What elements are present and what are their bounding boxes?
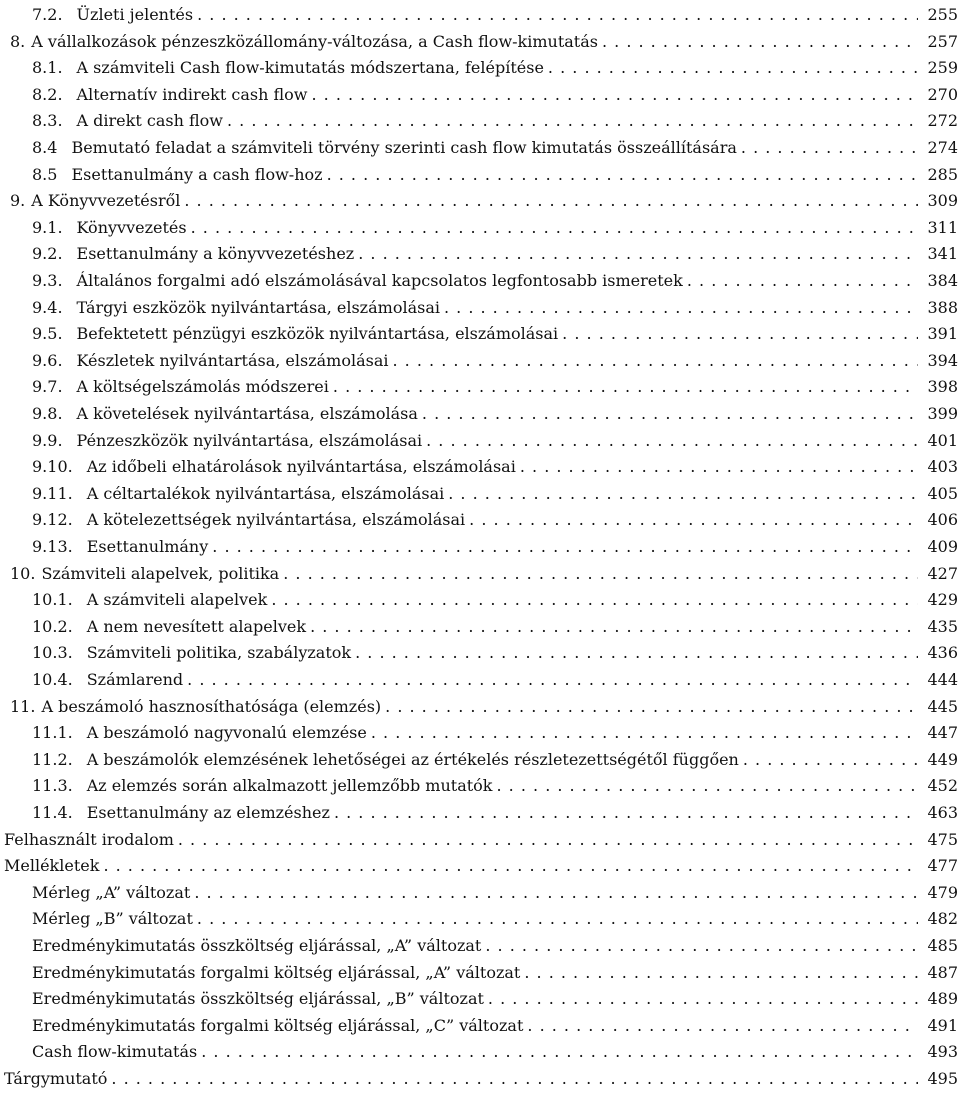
toc-entry-title: A nem nevesített alapelvek	[86, 616, 307, 636]
toc-entry-number: 9.1.	[32, 217, 63, 237]
toc-entry-page: 449	[927, 749, 958, 769]
toc-entry-page: 405	[927, 483, 958, 503]
toc-entry-page: 463	[927, 803, 958, 822]
toc-entry[interactable]	[32, 268, 958, 294]
toc-entry-page: 409	[927, 537, 958, 556]
toc-entry-title: Készletek nyilvántartása, elszámolásai	[76, 350, 389, 370]
toc-entry-page: 270	[927, 84, 958, 104]
dot-leader	[191, 215, 918, 241]
toc-entry-number: 9.11.	[32, 483, 73, 503]
toc-entry-number: 10.4.	[32, 670, 73, 689]
dot-leader	[358, 241, 918, 267]
toc-entry-number: 9.8.	[32, 404, 63, 423]
toc-entry[interactable]	[32, 295, 958, 321]
toc-entry-number: 11.1.	[32, 723, 73, 743]
toc-entry-number: 8.2.	[32, 84, 63, 104]
toc-entry-title: Az elemzés során alkalmazott jellemzőbb mutatók	[86, 776, 493, 796]
toc-entry[interactable]	[32, 614, 958, 640]
toc-entry-page: 406	[927, 510, 958, 530]
toc-entry[interactable]	[32, 162, 958, 188]
toc-entry-title: Tárgyi eszközök nyilvántartása, elszámolásai	[76, 297, 440, 317]
toc-entry[interactable]	[32, 773, 958, 799]
toc-entry-title: Eredménykimutatás forgalmi költség eljárással, „A” változat	[32, 962, 521, 982]
toc-entry[interactable]	[10, 694, 958, 720]
toc-entry[interactable]	[32, 241, 958, 267]
toc-entry[interactable]	[32, 507, 958, 533]
toc-entry-title: A számviteli alapelvek	[86, 590, 268, 610]
toc-entry[interactable]	[32, 960, 958, 986]
dot-leader	[311, 82, 918, 108]
toc-entry-title: Tárgymutató	[4, 1069, 108, 1088]
toc-entry-page: 311	[927, 217, 958, 237]
toc-entry-page: 495	[927, 1069, 958, 1088]
toc-entry-title: Mérleg „B” változat	[32, 909, 193, 929]
toc-entry-title: Esettanulmány az elemzéshez	[86, 803, 330, 822]
toc-entry-title: Az időbeli elhatárolások nyilvántartása, elszámolásai	[86, 457, 516, 477]
toc-entry[interactable]	[32, 2, 958, 28]
dot-leader	[422, 401, 918, 427]
toc-entry-page: 257	[927, 31, 958, 51]
toc-entry[interactable]	[4, 827, 958, 853]
toc-entry-page: 391	[927, 324, 958, 344]
toc-entry-number: 8.4	[32, 138, 58, 157]
toc-entry-title: Könyvvezetés	[76, 217, 187, 237]
toc-entry[interactable]	[32, 667, 958, 693]
toc-entry-page: 479	[927, 882, 958, 902]
toc-entry-title: Mérleg „A” változat	[32, 882, 191, 902]
toc-entry-number: 8.1.	[32, 58, 63, 78]
toc-entry-page: 493	[927, 1042, 958, 1062]
toc-entry[interactable]	[32, 1013, 958, 1039]
toc-entry-page: 482	[927, 909, 958, 929]
toc-entry[interactable]	[32, 986, 958, 1012]
toc-entry-number: 10.1.	[32, 590, 73, 610]
toc-entry-title: Általános forgalmi adó elszámolásával kapcsolatos legfontosabb ismeretek	[76, 271, 683, 290]
toc-entry-page: 436	[927, 643, 958, 663]
dot-leader	[197, 2, 918, 28]
toc-entry-title: Esettanulmány a cash flow-hoz	[71, 164, 323, 184]
toc-entry-page: 475	[927, 829, 958, 849]
dot-leader	[197, 906, 918, 932]
toc-entry-number: 10.	[10, 563, 36, 583]
toc-entry-number: 11.2.	[32, 749, 73, 769]
toc-entry-title: Cash flow-kimutatás	[32, 1042, 198, 1062]
toc-entry-number: 10.2.	[32, 616, 73, 636]
dot-leader	[178, 827, 918, 853]
dot-leader	[283, 561, 918, 587]
toc-entry[interactable]	[32, 428, 958, 454]
toc-entry-page: 435	[927, 616, 958, 636]
dot-leader	[524, 960, 918, 986]
toc-entry-title: Számlarend	[86, 670, 184, 689]
toc-entry-title: A számviteli Cash flow-kimutatás módszertana, felépítése	[76, 58, 544, 78]
toc-entry[interactable]	[32, 481, 958, 507]
dot-leader	[334, 800, 918, 826]
toc-entry[interactable]	[10, 29, 958, 55]
toc-entry-page: 429	[927, 590, 958, 610]
toc-entry-number: 9.7.	[32, 377, 63, 397]
toc-entry-title: Mellékletek	[4, 856, 100, 876]
toc-entry-title: Eredménykimutatás forgalmi költség eljárással, „C” változat	[32, 1015, 524, 1035]
toc-entry-title: Üzleti jelentés	[76, 5, 194, 24]
toc-entry-page: 487	[927, 962, 958, 982]
dot-leader	[393, 348, 919, 374]
toc-entry-page: 285	[927, 164, 958, 184]
dot-leader	[562, 321, 918, 347]
toc-entry-title: Eredménykimutatás összköltség eljárással, „B” változat	[32, 989, 484, 1009]
dot-leader	[194, 880, 918, 906]
toc-entry[interactable]	[32, 906, 958, 932]
toc-entry[interactable]	[4, 853, 958, 879]
toc-entry-page: 309	[927, 191, 958, 211]
toc-entry-title: Alternatív indirekt cash flow	[76, 84, 308, 104]
toc-entry-number: 9.12.	[32, 510, 73, 530]
toc-entry-page: 447	[927, 723, 958, 743]
dot-leader	[743, 747, 918, 773]
toc-entry[interactable]	[32, 374, 958, 400]
dot-leader	[548, 55, 918, 81]
toc-entry-page: 255	[927, 5, 958, 24]
dot-leader	[187, 667, 918, 693]
dot-leader	[327, 162, 918, 188]
dot-leader	[485, 933, 918, 959]
toc-entry-number: 9.3.	[32, 271, 63, 290]
toc-entry-number: 8.3.	[32, 111, 63, 131]
toc-entry[interactable]	[32, 933, 958, 959]
toc-entry-title: A követelések nyilvántartása, elszámolása	[76, 404, 418, 423]
toc-entry-title: Eredménykimutatás összköltség eljárással, „A” változat	[32, 936, 482, 955]
dot-leader	[227, 108, 918, 134]
toc-entry[interactable]	[32, 800, 958, 826]
toc-entry-page: 489	[927, 989, 958, 1009]
toc-entry-number: 9.4.	[32, 297, 63, 317]
dot-leader	[103, 853, 918, 879]
toc-entry-title: Felhasznált irodalom	[4, 829, 174, 849]
toc-entry-page: 401	[927, 430, 958, 450]
dot-leader	[527, 1013, 918, 1039]
toc-entry-number: 10.3.	[32, 643, 73, 663]
toc-entry-page: 445	[927, 696, 958, 716]
dot-leader	[201, 1039, 918, 1065]
toc-entry-number: 8.5	[32, 164, 58, 184]
toc-entry-title: A költségelszámolás módszerei	[76, 377, 329, 397]
dot-leader	[111, 1066, 918, 1092]
toc-entry-page: 394	[927, 350, 958, 370]
toc-entry-title: Számviteli alapelvek, politika	[41, 563, 280, 583]
toc-entry[interactable]	[32, 587, 958, 613]
toc-entry[interactable]	[32, 534, 958, 560]
toc-entry-page: 384	[927, 271, 958, 290]
toc-entry-page: 341	[927, 244, 958, 264]
toc-entry-page: 444	[927, 670, 958, 689]
dot-leader	[741, 135, 918, 161]
toc-entry-title: A kötelezettségek nyilvántartása, elszámolásai	[86, 510, 466, 530]
toc-entry-page: 452	[927, 776, 958, 796]
toc-entry-page: 491	[927, 1015, 958, 1035]
toc-entry[interactable]	[32, 321, 958, 347]
toc-entry[interactable]	[32, 880, 958, 906]
dot-leader	[426, 428, 918, 454]
toc-entry-number: 9.9.	[32, 430, 63, 450]
toc-entry-page: 398	[927, 377, 958, 397]
toc-entry[interactable]	[10, 188, 958, 214]
dot-leader	[448, 481, 918, 507]
toc-entry-title: Esettanulmány	[86, 537, 209, 556]
toc-entry[interactable]	[32, 348, 958, 374]
toc-entry-number: 9.13.	[32, 537, 73, 556]
toc-entry[interactable]	[32, 1039, 958, 1065]
toc-entry-title: Bemutató feladat a számviteli törvény szerinti cash flow kimutatás összeállítására	[71, 138, 737, 157]
dot-leader	[371, 720, 918, 746]
toc-entry-title: A vállalkozások pénzeszközállomány-változása, a Cash flow-kimutatás	[31, 31, 598, 51]
toc-entry-title: A direkt cash flow	[76, 111, 223, 131]
toc-entry-page: 259	[927, 58, 958, 78]
toc-entry[interactable]	[32, 55, 958, 81]
toc-entry-number: 11.3.	[32, 776, 73, 796]
toc-entry[interactable]	[32, 454, 958, 480]
dot-leader	[310, 614, 918, 640]
toc-entry[interactable]	[32, 747, 958, 773]
toc-entry-number: 11.	[10, 696, 36, 716]
dot-leader	[444, 295, 918, 321]
toc-entry-number: 9.5.	[32, 324, 63, 344]
toc-entry-title: Pénzeszközök nyilvántartása, elszámolásai	[76, 430, 423, 450]
dot-leader	[488, 986, 918, 1012]
toc-entry-number: 9.6.	[32, 350, 63, 370]
toc-entry-number: 7.2.	[32, 5, 63, 24]
dot-leader	[469, 507, 918, 533]
toc-entry-title: A beszámolók elemzésének lehetőségei az értékelés részletezettségétől függően	[86, 749, 739, 769]
toc-entry[interactable]	[32, 215, 958, 241]
toc-entry[interactable]	[4, 1066, 958, 1092]
dot-leader	[355, 640, 918, 666]
dot-leader	[333, 374, 918, 400]
toc-entry[interactable]	[32, 82, 958, 108]
toc-entry-number: 9.10.	[32, 457, 73, 477]
toc-entry-title: Esettanulmány a könyvvezetéshez	[76, 244, 355, 264]
toc-entry[interactable]	[32, 135, 958, 161]
toc-entry-page: 274	[927, 138, 958, 157]
toc-entry-number: 9.2.	[32, 244, 63, 264]
dot-leader	[184, 188, 918, 214]
dot-leader	[602, 29, 918, 55]
toc-entry-title: Befektetett pénzügyi eszközök nyilvántartása, elszámolásai	[76, 324, 559, 344]
dot-leader	[497, 773, 919, 799]
toc-entry[interactable]	[32, 640, 958, 666]
toc-entry-number: 8.	[10, 31, 26, 51]
toc-entry-page: 485	[927, 936, 958, 955]
toc-entry-page: 427	[927, 563, 958, 583]
toc-entry-title: Számviteli politika, szabályzatok	[86, 643, 352, 663]
toc-entry[interactable]	[32, 401, 958, 427]
toc-entry-title: A Könyvvezetésről	[31, 191, 181, 211]
toc-entry-page: 477	[927, 856, 958, 876]
toc-entry-title: A beszámoló nagyvonalú elemzése	[86, 723, 367, 743]
toc-entry-title: A céltartalékok nyilvántartása, elszámolásai	[86, 483, 445, 503]
dot-leader	[212, 534, 918, 560]
dot-leader	[687, 268, 918, 294]
dot-leader	[520, 454, 918, 480]
toc-entry-number: 11.4.	[32, 803, 73, 822]
toc-entry-page: 399	[927, 404, 958, 423]
dot-leader	[385, 694, 918, 720]
toc-entry[interactable]	[10, 561, 958, 587]
toc-entry-page: 272	[927, 111, 958, 131]
toc-entry-number: 9.	[10, 191, 26, 211]
toc-entry-page: 403	[927, 457, 958, 477]
toc-entry[interactable]	[32, 108, 958, 134]
dot-leader	[271, 587, 918, 613]
toc-entry-title: A beszámoló hasznosíthatósága (elemzés)	[41, 696, 382, 716]
toc-entry[interactable]	[32, 720, 958, 746]
toc-entry-page: 388	[927, 297, 958, 317]
